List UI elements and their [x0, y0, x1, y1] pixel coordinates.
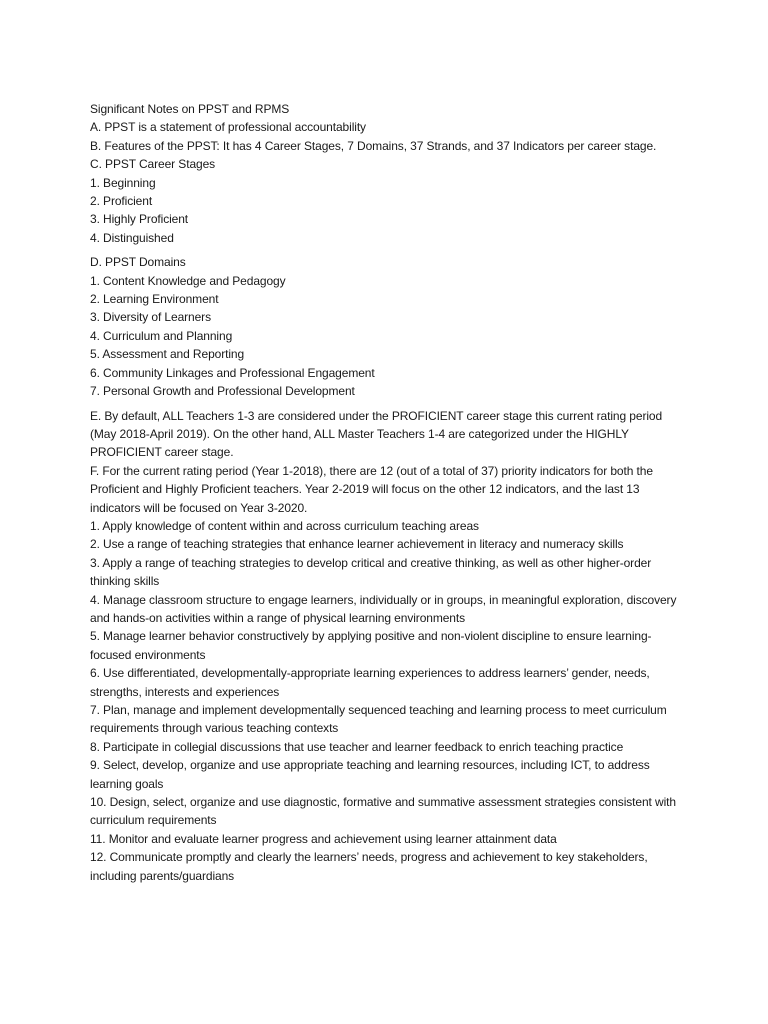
list-item: 4. Manage classroom structure to engage learners, individually or in groups, in meaningful exploration, discovery and hands-on activities within a range of physical learning environments — [90, 592, 677, 625]
document-title: Significant Notes on PPST and RPMS — [90, 102, 290, 116]
section-heading: C. PPST Career Stages — [90, 157, 216, 172]
note-b: B. Features of the PPST: It has 4 Career Stages, 7 Domains, 37 Strands, and 37 Indicators per career stage. — [90, 138, 657, 153]
section-intro: F. For the current rating period (Year 1-2018), there are 12 (out of a total of 37) priority indicators for both the Proficient and Highly Proficient teachers. Year 2-2019 will focus on the other 12 indicators, and the last 13 indicators will be focused on Year 3-2020. — [90, 463, 653, 515]
list-item: 3. Diversity of Learners — [90, 310, 211, 325]
list-item: 10. Design, select, organize and use diagnostic, formative and summative assessment strategies consistent with curriculum requirements — [90, 795, 676, 828]
note-e: E. By default, ALL Teachers 1-3 are considered under the PROFICIENT career stage this current rating period (May 2018-April 2019). On the other hand, ALL Master Teachers 1-4 are categorized under the HIGHLY PROFICIENT career stage. — [90, 408, 663, 460]
list-item: 4. Curriculum and Planning — [90, 328, 233, 343]
section-domains — [90, 253, 680, 400]
list-item: 1. Apply knowledge of content within and across curriculum teaching areas — [90, 518, 479, 533]
list-item: 1. Content Knowledge and Pedagogy — [90, 273, 286, 288]
list-item: 2. Learning Environment — [90, 292, 219, 307]
list-item: 7. Personal Growth and Professional Development — [90, 384, 355, 399]
list-item: 1. Beginning — [90, 175, 156, 190]
career-stage-list — [90, 174, 680, 248]
domain-list — [90, 272, 680, 401]
note-a: A. PPST is a statement of professional accountability — [90, 120, 366, 135]
list-item: 4. Distinguished — [90, 230, 174, 245]
list-item: 3. Highly Proficient — [90, 212, 189, 227]
list-item: 5. Assessment and Reporting — [90, 347, 245, 362]
list-item: 2. Proficient — [90, 194, 153, 209]
list-item: 11. Monitor and evaluate learner progress and achievement using learner attainment data — [90, 831, 557, 846]
list-item: 7. Plan, manage and implement developmentally sequenced teaching and learning process to meet curriculum requirements through various teaching contexts — [90, 703, 667, 736]
list-item: 2. Use a range of teaching strategies that enhance learner achievement in literacy and numeracy skills — [90, 537, 624, 552]
list-item: 12. Communicate promptly and clearly the learners’ needs, progress and achievement to key stakeholders, including parents/guardians — [90, 850, 648, 883]
list-item: 3. Apply a range of teaching strategies to develop critical and creative thinking, as well as other higher-order thinking skills — [90, 555, 652, 589]
section-career-stages — [90, 155, 680, 247]
list-item: 9. Select, develop, organize and use appropriate teaching and learning resources, including ICT, to address learning goals — [90, 758, 650, 791]
list-item: 6. Use differentiated, developmentally-appropriate learning experiences to address learners’ gender, needs, strengths, interests and experiences — [90, 666, 650, 699]
section-priority-indicators — [90, 462, 680, 885]
list-item: 6. Community Linkages and Professional Engagement — [90, 365, 375, 380]
indicator-list — [90, 517, 680, 885]
section-heading: D. PPST Domains — [90, 255, 186, 270]
list-item: 5. Manage learner behavior constructively by applying positive and non-violent discipline to ensure learning-focused environments — [90, 629, 652, 662]
list-item: 8. Participate in collegial discussions that use teacher and learner feedback to enrich teaching practice — [90, 739, 624, 754]
